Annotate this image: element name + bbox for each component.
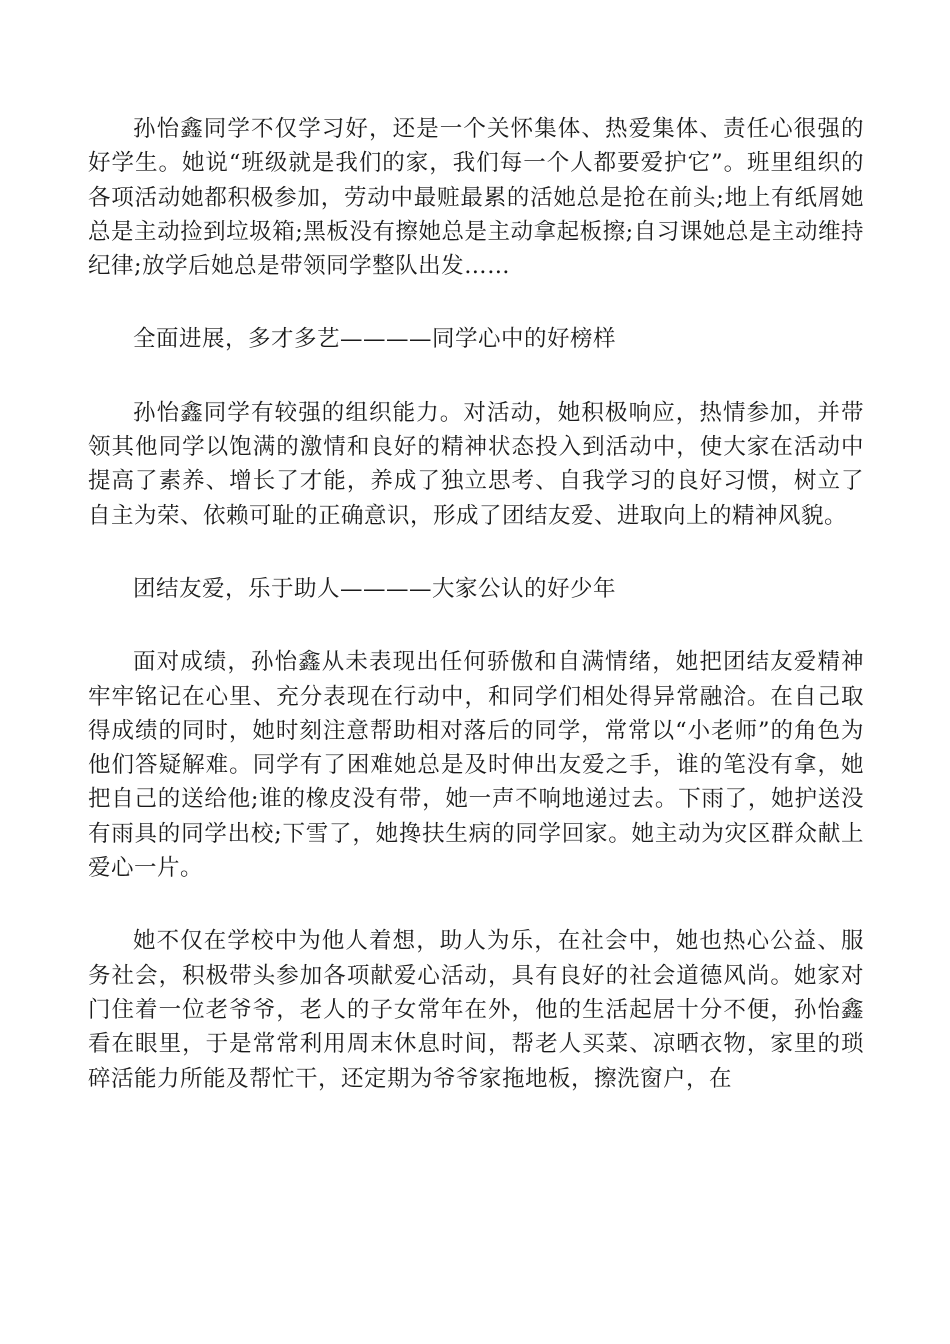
paragraph-gap [88, 885, 864, 924]
section-heading-good-youth: 团结友爱，乐于助人————大家公认的好少年 [133, 575, 617, 602]
paragraph-community-service: 她不仅在学校中为他人着想，助人为乐，在社会中，她也热心公益、服务社会，积极带头参加各项献爱心活动，具有良好的社会道德风尚。她家对门住着一位老爷爷，老人的子女常年在外，他的生活起居十分不便，孙怡鑫看在眼里，于是常常利用周末休息时间，帮老人买菜、凉晒衣物，家里的琐碎活能力所能及帮忙干，还定期为爷爷家拖地板，擦洗窗户，在 [88, 928, 864, 1092]
document-page [88, 112, 864, 1096]
paragraph-gap [88, 283, 864, 322]
section-heading-role-model: 全面进展，多才多艺————同学心中的好榜样 [133, 326, 617, 353]
paragraph-gap [88, 533, 864, 572]
paragraph-helping-classmates: 面对成绩，孙怡鑫从未表现出任何骄傲和自满情绪，她把团结友爱精神牢牢铭记在心里、充分表现在行动中，和同学们相处得异常融洽。在自己取得成绩的同时，她时刻注意帮助相对落后的同学，常常以“小老师”的角色为他们答疑解难。同学有了困难她总是及时伸出友爱之手，谁的笔没有拿，她把自己的送给他;谁的橡皮没有带，她一声不响地递过去。下雨了，她护送没有雨具的同学出校;下雪了，她搀扶生病的同学回家。她主动为灾区群众献上爱心一片。 [88, 649, 864, 882]
paragraph-gap [88, 357, 864, 396]
paragraph-organizing-ability: 孙怡鑫同学有较强的组织能力。对活动，她积极响应，热情参加，并带领其他同学以饱满的激情和良好的精神状态投入到活动中，使大家在活动中提高了素养、增长了才能，养成了独立思考、自我学习的良好习惯，树立了自主为荣、依赖可耻的正确意识，形成了团结友爱、进取向上的精神风貌。 [88, 399, 864, 529]
paragraph-collective-spirit: 孙怡鑫同学不仅学习好，还是一个关怀集体、热爱集体、责任心很强的好学生。她说“班级就是我们的家，我们每一个人都要爱护它”。班里组织的各项活动她都积极参加，劳动中最赃最累的活她总是抢在前头;地上有纸屑她总是主动捡到垃圾箱;黑板没有擦她总是主动拿起板擦;自习课她总是主动维持纪律;放学后她总是带领同学整队出发…… [88, 116, 864, 280]
paragraph-gap [88, 606, 864, 645]
